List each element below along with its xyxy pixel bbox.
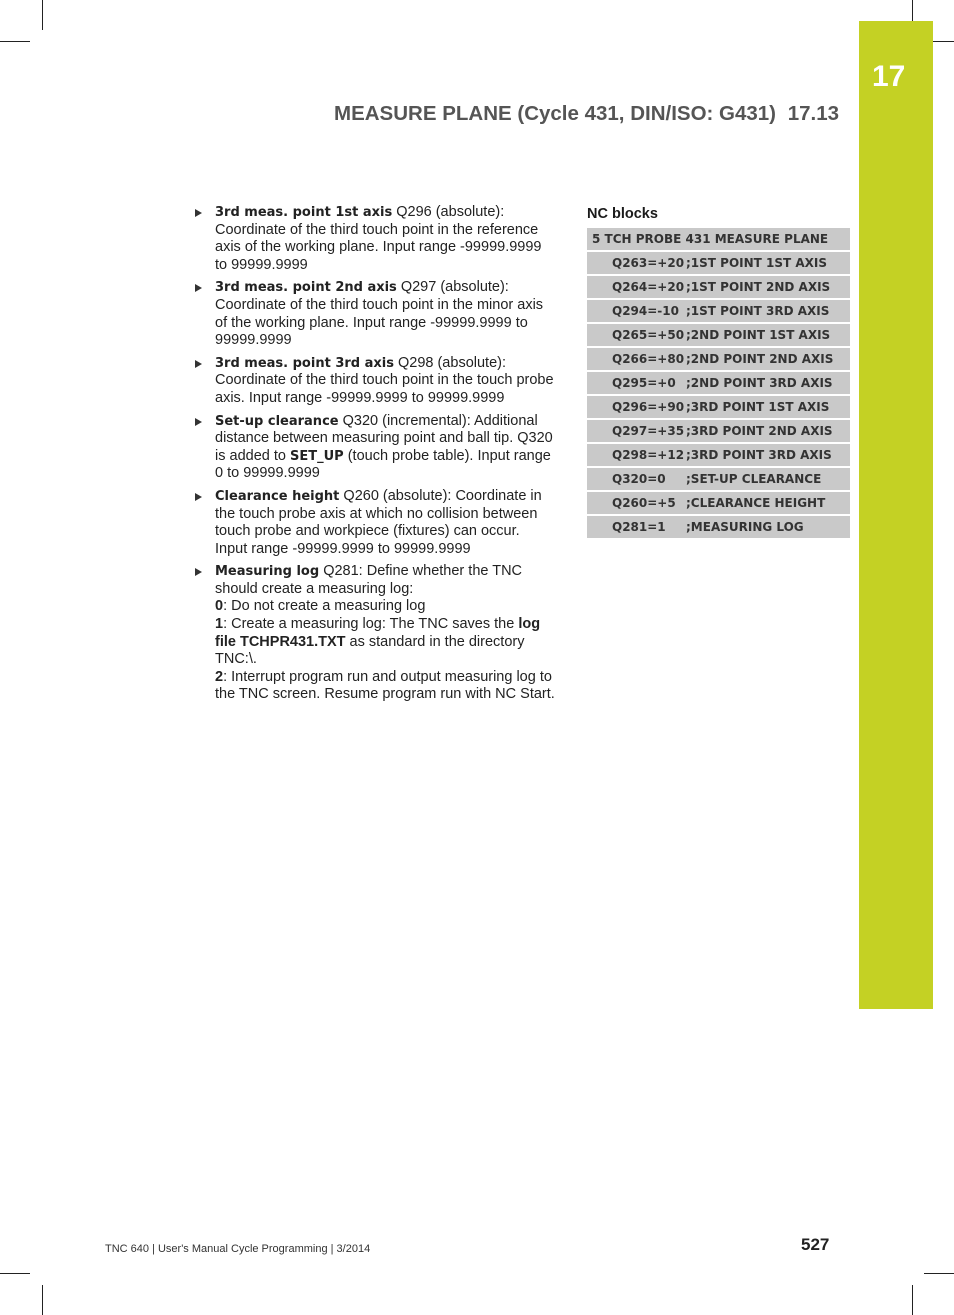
param-item	[195, 488, 555, 558]
bullet-arrow-icon	[195, 493, 202, 501]
page-header	[334, 102, 839, 126]
crop-mark	[0, 1273, 30, 1274]
param-item	[195, 563, 555, 704]
nc-row	[587, 468, 850, 490]
option-text: as standard in the directory TNC:\.	[215, 633, 525, 668]
param-text: Q298 (absolute): Coordinate of the third touch point in the touch probe axis. Input range -99999.9999 to 99999.9999	[215, 354, 554, 406]
nc-comment: ;1ST POINT 2ND AXIS	[686, 280, 831, 294]
nc-row	[587, 372, 850, 394]
nc-blocks-title: NC blocks	[587, 206, 658, 222]
param-label: 3rd meas. point 3rd axis	[215, 355, 394, 371]
footer-text: TNC 640 | User's Manual Cycle Programming | 3/2014	[105, 1243, 371, 1255]
param-text: Q260 (absolute): Coordinate in the touch probe axis at which no collision between touch probe and workpiece (fixtures) can occur. Input range -99999.9999 to 99999.9999	[215, 487, 542, 557]
crop-mark	[924, 1273, 954, 1274]
chapter-tab	[859, 21, 933, 1009]
param-text: Q297 (absolute): Coordinate of the third touch point in the minor axis of the working plane. Input range -99999.9999 to 99999.9999	[215, 279, 544, 349]
nc-row	[587, 324, 850, 346]
option-text: : Create a measuring log: The TNC saves the	[223, 616, 519, 633]
option-bold: log file TCHPR431.TXT	[215, 616, 541, 650]
option-key: 1	[215, 616, 224, 633]
param-text: Q281: Define whether the TNC should create a measuring log:	[215, 563, 523, 597]
nc-row	[587, 252, 850, 274]
nc-q: Q260=+5	[612, 496, 676, 510]
nc-comment: ;3RD POINT 2ND AXIS	[686, 424, 833, 438]
param-bold: SET_UP	[289, 448, 344, 464]
param-text: Q296 (absolute): Coordinate of the third touch point in the reference axis of the working plane. Input range -99999.9999 to 99999.9999	[215, 204, 542, 273]
nc-row	[587, 516, 850, 538]
bullet-arrow-icon	[195, 418, 202, 426]
nc-comment: ;SET-UP CLEARANCE	[686, 472, 822, 486]
param-label: 3rd meas. point 2nd axis	[215, 280, 397, 296]
nc-header-row: 5 TCH PROBE 431 MEASURE PLANE	[587, 228, 850, 250]
nc-row	[587, 348, 850, 370]
param-item	[195, 413, 555, 483]
nc-comment: ;MEASURING LOG	[686, 520, 804, 534]
bullet-arrow-icon	[195, 209, 202, 217]
crop-mark	[0, 41, 30, 42]
crop-mark	[42, 0, 43, 30]
param-item	[195, 279, 555, 349]
nc-q: Q295=+0	[612, 376, 676, 390]
bullet-arrow-icon	[195, 284, 202, 292]
nc-row	[587, 276, 850, 298]
bullet-arrow-icon	[195, 568, 202, 576]
crop-mark	[42, 1285, 43, 1315]
chapter-number: 17	[872, 60, 906, 93]
header-title: MEASURE PLANE (Cycle 431, DIN/ISO: G431)	[334, 102, 777, 125]
parameter-list	[195, 204, 555, 709]
nc-q: Q281=1	[612, 520, 666, 534]
nc-blocks-table	[587, 228, 850, 540]
nc-comment: ;CLEARANCE HEIGHT	[686, 496, 826, 510]
param-label: Set-up clearance	[215, 413, 339, 429]
bullet-arrow-icon	[195, 360, 202, 368]
nc-row	[587, 444, 850, 466]
header-section: 17.13	[787, 102, 840, 125]
option-key: 0	[215, 598, 224, 615]
param-text: Q320 (incremental): Additional distance between measuring point and ball tip. Q320 is added to	[215, 412, 553, 464]
nc-comment: ;3RD POINT 3RD AXIS	[686, 448, 832, 462]
nc-comment: ;1ST POINT 3RD AXIS	[686, 304, 830, 318]
nc-comment: ;3RD POINT 1ST AXIS	[686, 400, 830, 414]
nc-q: Q296=+90	[612, 400, 685, 414]
param-label: Clearance height	[215, 488, 340, 504]
nc-q: Q298=+12	[612, 448, 685, 462]
nc-q: Q266=+80	[612, 352, 685, 366]
param-label: 3rd meas. point 1st axis	[215, 205, 393, 220]
nc-row	[587, 492, 850, 514]
nc-comment: ;2ND POINT 1ST AXIS	[686, 328, 831, 342]
nc-row	[587, 420, 850, 442]
param-label: Measuring log	[215, 564, 320, 580]
nc-q: Q265=+50	[612, 328, 685, 342]
option-text: : Interrupt program run and output measuring log to the TNC screen. Resume program run with NC Start.	[215, 668, 555, 703]
nc-row	[587, 300, 850, 322]
nc-comment: ;2ND POINT 2ND AXIS	[686, 352, 834, 366]
nc-row	[587, 396, 850, 418]
nc-q: Q264=+20	[612, 280, 685, 294]
nc-q: Q320=0	[612, 472, 666, 486]
option-text: : Do not create a measuring log	[223, 598, 426, 615]
option-key: 2	[215, 668, 224, 685]
param-item	[195, 204, 555, 274]
page-number: 527	[801, 1235, 830, 1254]
crop-mark	[912, 1285, 913, 1315]
nc-q: Q297=+35	[612, 424, 685, 438]
param-text: (touch probe table). Input range 0 to 99999.9999	[215, 447, 551, 482]
nc-q: Q294=-10	[612, 304, 679, 318]
nc-q: Q263=+20	[612, 256, 685, 270]
nc-comment: ;1ST POINT 1ST AXIS	[686, 256, 828, 270]
nc-comment: ;2ND POINT 3RD AXIS	[686, 376, 833, 390]
param-item	[195, 355, 555, 408]
